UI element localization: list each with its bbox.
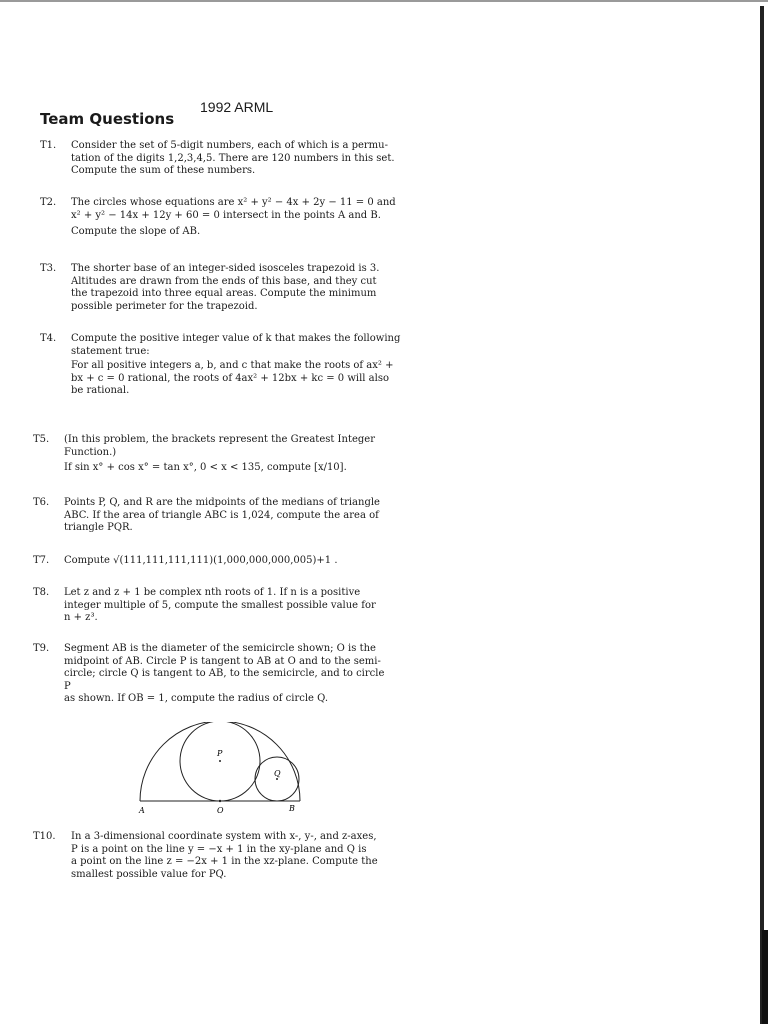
question-number: T8. bbox=[33, 587, 50, 598]
question-number: T10. bbox=[33, 831, 56, 842]
center-q-dot bbox=[276, 778, 278, 780]
question-line: The circles whose equations are x² + y² − 4x + 2y − 11 = 0 and bbox=[71, 197, 396, 208]
question-line: a point on the line z = −2x + 1 in the xz-plane. Compute the bbox=[71, 856, 378, 867]
question-line: possible perimeter for the trapezoid. bbox=[71, 300, 258, 312]
question-number: T2. bbox=[40, 197, 57, 208]
question-number: T9. bbox=[33, 643, 50, 654]
question-line: Compute the slope of AB. bbox=[71, 226, 201, 237]
question-line: x² + y² − 14x + 12y + 60 = 0 intersect in the points A and B. bbox=[71, 209, 381, 221]
question-line: statement true: bbox=[71, 345, 150, 357]
question-line: midpoint of AB. Circle P is tangent to AB at O and to the semi- bbox=[64, 655, 381, 667]
center-p-dot bbox=[219, 760, 221, 762]
scan-right-edge bbox=[760, 6, 764, 1024]
question-line: If sin x° + cos x° = tan x°, 0 < x < 135, compute [x/10]. bbox=[64, 462, 347, 473]
question-line: tation of the digits 1,2,3,4,5. There are 120 numbers in this set. bbox=[71, 152, 395, 164]
section-title: Team Questions bbox=[40, 110, 175, 128]
question-line: Points P, Q, and R are the midpoints of the medians of triangle bbox=[64, 497, 380, 508]
question-line: In a 3-dimensional coordinate system with x-, y-, and z-axes, bbox=[71, 831, 377, 842]
question-line: Altitudes are drawn from the ends of this base, and they cut bbox=[71, 275, 377, 287]
question-line: Let z and z + 1 be complex nth roots of 1. If n is a positive bbox=[64, 587, 361, 598]
question-line: n + z³. bbox=[64, 612, 98, 623]
question-line: circle; circle Q is tangent to AB, to the semicircle, and to circle P bbox=[64, 668, 385, 692]
point-o-dot bbox=[219, 800, 221, 802]
scan-top-edge bbox=[0, 0, 768, 2]
semicircle-diagram bbox=[130, 722, 310, 822]
question-line: Compute √(111,111,111,111)(1,000,000,000,005)+1 . bbox=[64, 555, 338, 566]
label-o: O bbox=[217, 806, 224, 815]
question-line: the trapezoid into three equal areas. Compute the minimum bbox=[71, 288, 377, 299]
question-line: triangle PQR. bbox=[64, 522, 133, 533]
label-p: P bbox=[217, 749, 223, 758]
label-a: A bbox=[139, 806, 145, 815]
label-b: B bbox=[289, 804, 295, 813]
semicircle-figure bbox=[130, 722, 310, 822]
question-line: ABC. If the area of triangle ABC is 1,024, compute the area of bbox=[64, 509, 379, 521]
question-number: T1. bbox=[40, 140, 57, 151]
question-number: T3. bbox=[40, 263, 57, 274]
question-number: T6. bbox=[33, 497, 50, 508]
question-line: Compute the positive integer value of k that makes the following bbox=[71, 333, 401, 344]
contest-header: 1992 ARML bbox=[200, 99, 274, 115]
question-line: be rational. bbox=[71, 385, 130, 396]
question-line: For all positive integers a, b, and c that make the roots of ax² + bbox=[71, 360, 394, 371]
question-line: Segment AB is the diameter of the semicircle shown; O is the bbox=[64, 643, 376, 654]
question-line: Consider the set of 5-digit numbers, each of which is a permu- bbox=[71, 140, 388, 151]
scan-right-edge-dark bbox=[762, 930, 768, 1024]
question-number: T4. bbox=[40, 333, 57, 344]
question-line: The shorter base of an integer-sided isosceles trapezoid is 3. bbox=[71, 263, 380, 274]
question-line: smallest possible value for PQ. bbox=[71, 868, 227, 880]
question-number: T5. bbox=[33, 434, 50, 445]
question-number: T7. bbox=[33, 555, 50, 566]
question-line: Function.) bbox=[64, 446, 117, 458]
question-line: P is a point on the line y = −x + 1 in the xy-plane and Q is bbox=[71, 843, 367, 855]
question-line: as shown. If OB = 1, compute the radius of circle Q. bbox=[64, 693, 329, 704]
label-q: Q bbox=[274, 769, 281, 778]
question-line: Compute the sum of these numbers. bbox=[71, 165, 256, 176]
question-line: bx + c = 0 rational, the roots of 4ax² + 12bx + kc = 0 will also bbox=[71, 372, 389, 384]
question-line: (In this problem, the brackets represent the Greatest Integer bbox=[64, 434, 375, 445]
question-line: integer multiple of 5, compute the smallest possible value for bbox=[64, 599, 376, 611]
